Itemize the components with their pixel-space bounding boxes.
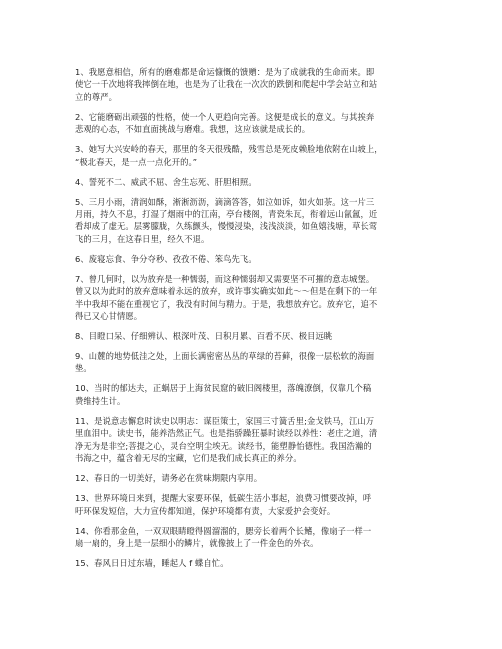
paragraph-line: “极北春天，是一点一点化开的。” xyxy=(75,156,198,167)
paragraph-line: 垫。 xyxy=(75,363,92,374)
paragraph-list xyxy=(75,66,437,577)
paragraph xyxy=(75,273,437,323)
paragraph xyxy=(75,66,437,103)
paragraph xyxy=(75,143,437,168)
paragraph-line: 书海之中，蕴含着无尽的宝藏，它们是我们成长真正的养分。 xyxy=(75,453,302,464)
paragraph-line: 11、是说意志懈怠时读史以明志：谋臣策士，家国三寸簧舌里;金戈铁马，江山万 xyxy=(75,415,375,426)
paragraph-line: 里血泪中。读史书，能养浩然正气。也是指骄躁狂暴时读经以养性：老庄之道，清 xyxy=(75,428,378,439)
paragraph-line: 看却成了虚无。层雾朦胧，久练颤头，慢慢浸染，浅浅淡淡，如鱼嬉浅塘，草长莺 xyxy=(75,221,378,232)
paragraph-line: 净无为是非空;菩提之心，灵台空明尘埃无。读经书，能塑静怡德性。我国浩瀚的 xyxy=(75,440,372,451)
paragraph-line: 得已又心甘情愿。 xyxy=(75,311,143,322)
paragraph-line: 14、你看那金鱼，一双双眼睛瞪得圆溜溜的，腮旁长着两个长鳍，像扇子一样一 xyxy=(75,525,372,536)
paragraph xyxy=(75,196,437,246)
paragraph-line: 飞的三月，在这春日里，经久不退。 xyxy=(75,233,210,244)
paragraph xyxy=(75,557,437,569)
paragraph-line: 费维持生计。 xyxy=(75,395,126,406)
paragraph-line: 2、它能磨砺出顽强的性格，使一个人更趋向完善。这便是成长的意义。与其挨奔 xyxy=(75,111,375,122)
paragraph xyxy=(75,111,437,136)
paragraph xyxy=(75,350,437,375)
paragraph xyxy=(75,176,437,188)
paragraph xyxy=(75,253,437,265)
paragraph-line: 10、当时的郁达夫，正蜗居于上海贫民窟的破旧阁楼里，落魄潦倒，仅靠几个稿 xyxy=(75,383,372,394)
paragraph-line: 6、废寝忘食、争分夺秒、孜孜不倦、笨鸟先飞。 xyxy=(75,253,257,264)
paragraph xyxy=(75,492,437,517)
paragraph-line: 月雨，持久不息，打湿了烟雨中的江南，亭台楼阁，青瓷朱瓦，衔着远山氤氲，近 xyxy=(75,209,378,220)
paragraph xyxy=(75,415,437,465)
paragraph-line: 4、誓死不二、威武不屈、舍生忘死、肝胆相照。 xyxy=(75,176,257,187)
paragraph-line: 13、世界环境日来到，提醒大家要环保，低碳生活小事起，浪费习惯要改掉，呼 xyxy=(75,493,372,504)
paragraph-line: 3、她写大兴安岭的春天，那里的冬天很残酷，残雪总是死皮赖脸地依附在山坡上， xyxy=(75,144,383,155)
paragraph-line: 12、春日的一切美好，请务必在赏味期限内享用。 xyxy=(75,473,263,484)
paragraph-line: 立的尊严。 xyxy=(75,91,117,102)
paragraph xyxy=(75,382,437,407)
paragraph xyxy=(75,472,437,484)
paragraph-line: 悲观的心态，不如直面挑战与磨难。我想，这应该就是成长的。 xyxy=(75,124,311,135)
paragraph-line: 使它一千次地将我摔倒在地，也是为了让我在一次次的跌倒和爬起中学会站立和站 xyxy=(75,79,378,90)
paragraph-line: 1、我愿意相信，所有的磨难都是命运慷慨的馈赠：是为了成就我的生命而来。即 xyxy=(75,67,375,77)
paragraph xyxy=(75,525,437,550)
paragraph-line: 9、山麓的地势低洼之处，上面长满密密丛丛的草绿的苔藓，很像一层松软的海面 xyxy=(75,351,375,362)
paragraph-line: 吁环保发短信，大力宣传都知道，保护环境都有责，大家爱护会变好。 xyxy=(75,505,336,516)
paragraph xyxy=(75,330,437,342)
paragraph-line: 半中我却不能在重视它了，我没有时间与精力。于是，我想放弃它。放弃它，追不 xyxy=(75,298,378,309)
paragraph-line: 扇一扇的，身上是一层细小的鳞片，就像披上了一件金色的外衣。 xyxy=(75,537,319,548)
paragraph-line: 曾又以为此时的放弃意味着永远的放弃，或许事实确实如此～～但是在剩下的一年 xyxy=(75,286,378,297)
paragraph-line: 15、春风日日过东墙，睡起人 f 蝶自忙。 xyxy=(75,557,229,568)
paragraph-line: 8、目瞪口呆、仔细辨认、根深叶茂、日积月累、百看不厌、极目远眺 xyxy=(75,331,333,342)
paragraph-line: 7、曾几何时，以为放弃是一种懦弱，而这种懦弱却又需要坚不可摧的意志城堡。 xyxy=(75,273,375,284)
paragraph-line: 5、三月小雨，清润如酥，淅淅沥沥，滴滴答答，如泣如诉，如火如荼。这一片三 xyxy=(75,196,375,207)
